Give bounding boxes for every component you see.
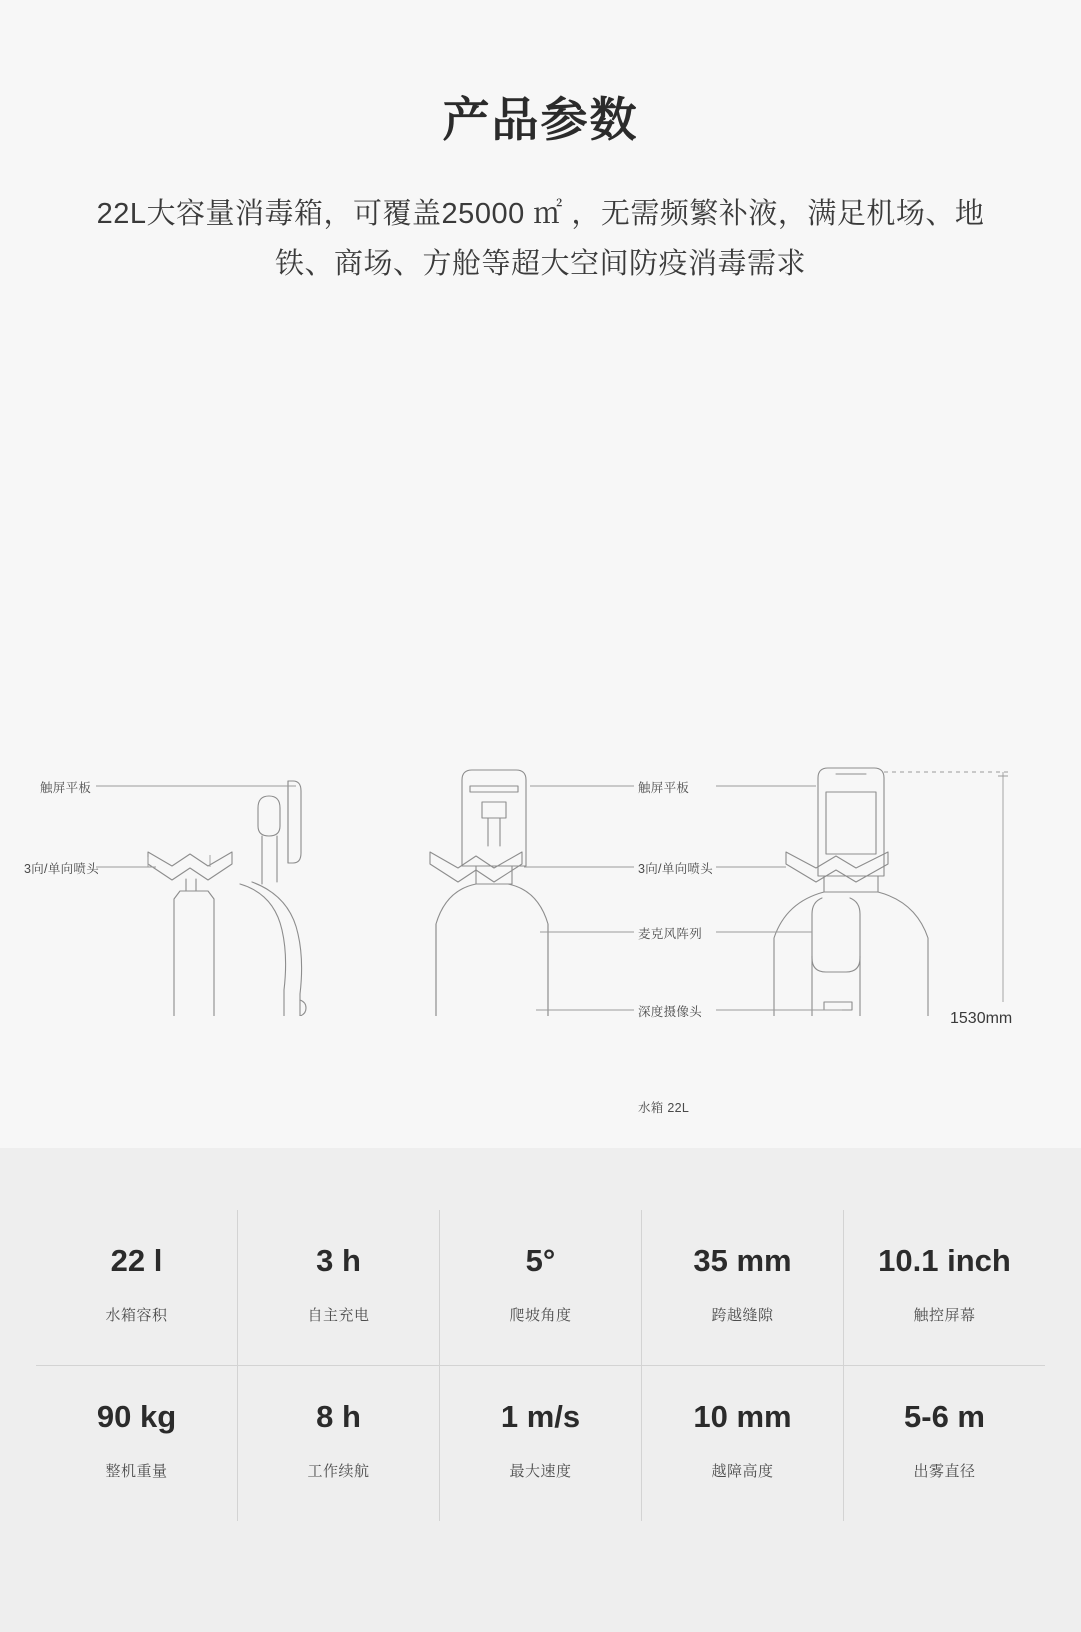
label-center-tablet: 触屏平板 <box>638 781 690 796</box>
spec-cell-mist-diameter <box>844 1366 1045 1521</box>
spec-name: 越障高度 <box>711 1463 774 1481</box>
spec-value: 1 m/s <box>500 1399 581 1435</box>
spec-value: 35 mm <box>693 1243 792 1278</box>
spec-name: 出雾直径 <box>913 1463 976 1481</box>
product-diagram <box>0 316 1081 1116</box>
specs-row-1 <box>36 1210 1045 1366</box>
page-title: 产品参数 <box>442 93 639 146</box>
label-center-depth-camera: 深度摄像头 <box>638 1005 703 1020</box>
spec-value: 3 h <box>316 1243 361 1278</box>
spec-name: 自主充电 <box>307 1307 370 1325</box>
specs-row-2 <box>36 1366 1045 1521</box>
spec-value: 5° <box>525 1243 556 1278</box>
spec-name: 工作续航 <box>307 1463 370 1481</box>
spec-cell-battery-life <box>238 1366 440 1521</box>
specs-section <box>0 1148 1081 1632</box>
spec-name: 水箱容积 <box>105 1307 168 1325</box>
specs-table <box>36 1210 1045 1521</box>
label-left-tablet: 触屏平板 <box>40 781 92 796</box>
label-center-nozzle: 3向/单向喷头 <box>638 862 714 877</box>
spec-cell-climb-angle <box>440 1210 642 1365</box>
spec-value: 22 l <box>110 1243 163 1278</box>
spec-value: 5-6 m <box>904 1399 985 1435</box>
spec-cell-touchscreen <box>844 1210 1045 1365</box>
spec-name: 最大速度 <box>509 1463 572 1481</box>
page-subtitle: 22L大容量消毒箱，可覆盖25000 ㎡ ，无需频繁补液，满足机场、地铁、商场、方舱等超大空间防疫消毒需求 <box>96 198 985 281</box>
spec-value: 90 kg <box>96 1399 177 1435</box>
spec-name: 整机重量 <box>105 1463 168 1481</box>
spec-value: 10.1 inch <box>878 1243 1011 1278</box>
spec-cell-max-speed <box>440 1366 642 1521</box>
spec-cell-gap-crossing <box>642 1210 844 1365</box>
spec-cell-tank-capacity <box>36 1210 238 1365</box>
spec-cell-obstacle-height <box>642 1366 844 1521</box>
label-center-microphone-array: 麦克风阵列 <box>638 927 703 942</box>
spec-name: 跨越缝隙 <box>711 1307 774 1325</box>
spec-value: 10 mm <box>693 1399 792 1435</box>
spec-name: 爬坡角度 <box>509 1307 572 1325</box>
label-left-nozzle: 3向/单向喷头 <box>24 862 100 877</box>
label-center-water-tank: 水箱 22L <box>638 1101 690 1116</box>
dimension-height-label: 1530mm <box>950 1010 1013 1028</box>
spec-cell-weight <box>36 1366 238 1521</box>
diagram-drawing <box>0 316 1081 1016</box>
hero-section <box>0 0 1081 290</box>
spec-name: 触控屏幕 <box>913 1307 976 1325</box>
spec-cell-auto-charge <box>238 1210 440 1365</box>
spec-value: 8 h <box>316 1399 361 1435</box>
